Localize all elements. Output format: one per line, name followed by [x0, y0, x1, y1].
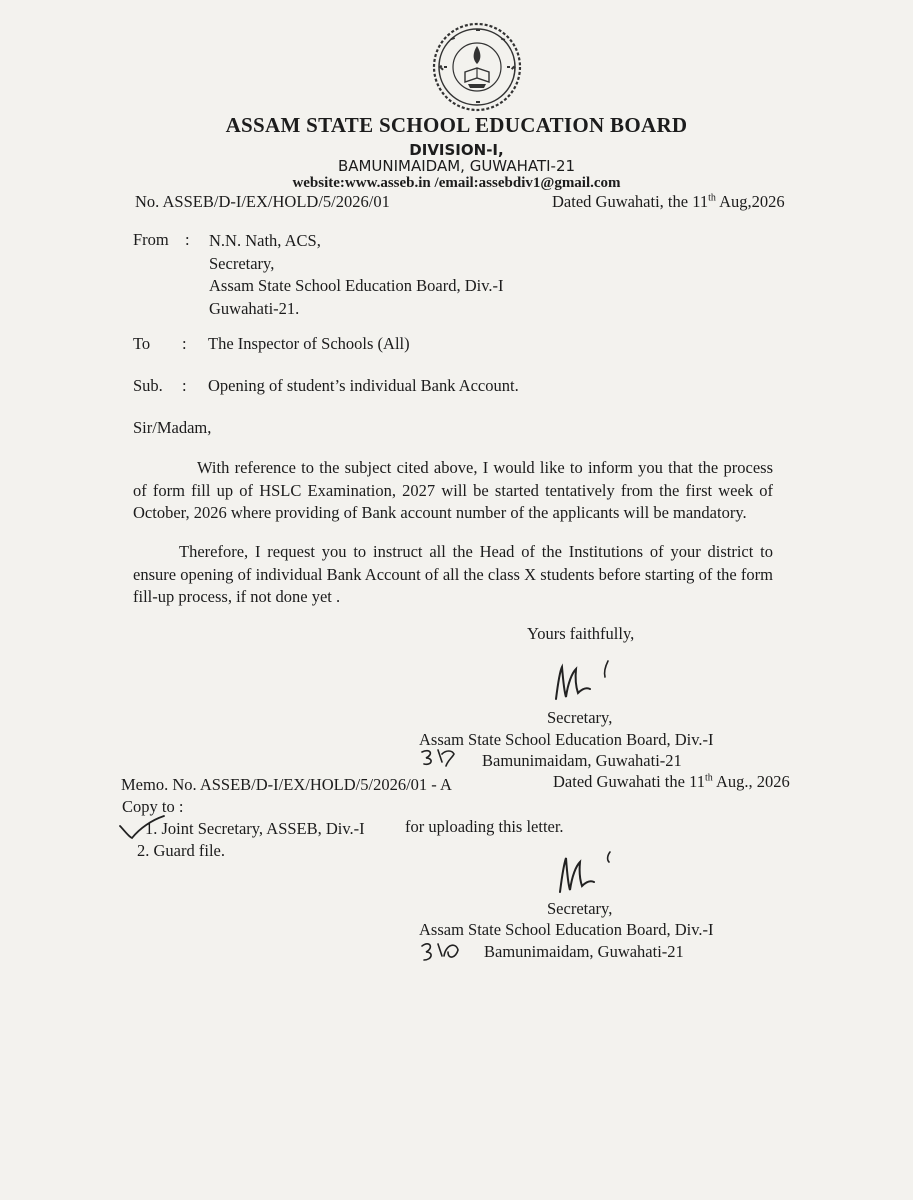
reference-number: No. ASSEB/D-I/EX/HOLD/5/2026/01	[135, 192, 390, 211]
closing: Yours faithfully,	[527, 624, 635, 643]
initials-1-image	[418, 746, 460, 770]
signature-2-title: Secretary,	[547, 899, 613, 918]
copy-to-item-1: 1. Joint Secretary, ASSEB, Div.-I	[145, 819, 365, 838]
copy-to-item-2: 2. Guard file.	[137, 841, 225, 860]
subject-colon: :	[182, 376, 187, 395]
letter-date: Dated Guwahati, the 11th Aug,2026	[552, 192, 785, 211]
from-name: N.N. Nath, ACS,	[209, 231, 321, 250]
from-city: Guwahati-21.	[209, 298, 300, 318]
signature-2-address: Bamunimaidam, Guwahati-21	[484, 942, 684, 961]
to-value: The Inspector of Schools (All)	[208, 334, 410, 353]
signature-2-image	[552, 846, 642, 902]
to-label: To	[133, 334, 151, 353]
body-paragraph-1: With reference to the subject cited above, I would like to inform you that the process of form fill up of HSLC Examination, 2027 will be started tentatively from the first week of October, 2026 where providing of Bank account number of the applicants will be mandatory.	[133, 458, 773, 522]
copy-to-item-1-note: for uploading this letter.	[405, 817, 564, 836]
salutation: Sir/Madam,	[133, 418, 212, 437]
signature-1-address: Bamunimaidam, Guwahati-21	[482, 751, 682, 770]
from-block	[209, 230, 504, 320]
signature-2-board: Assam State School Education Board, Div.-I	[419, 920, 714, 939]
copy-to-label: Copy to :	[122, 797, 184, 816]
subject-label: Sub.	[133, 376, 163, 395]
board-seal-logo	[432, 22, 522, 112]
signature-1-title: Secretary,	[547, 708, 613, 727]
body-paragraph-2: Therefore, I request you to instruct all the Head of the Institutions of your district to ensure opening of individual Bank Account of all the class X students before starting of the form fill-up process, if not done yet .	[133, 542, 773, 606]
division: DIVISION-I,	[409, 141, 504, 159]
memo-number: Memo. No. ASSEB/D-I/EX/HOLD/5/2026/01 - A	[121, 775, 452, 794]
from-label: From	[133, 230, 169, 249]
memo-date: Dated Guwahati the 11th Aug., 2026	[553, 772, 790, 791]
board-address: BAMUNIMAIDAM, GUWAHATI-21	[337, 157, 576, 175]
board-contact: website:www.asseb.in /email:assebdiv1@gmail.com	[292, 175, 621, 191]
from-colon: :	[185, 230, 190, 249]
signature-1-board: Assam State School Education Board, Div.-I	[419, 730, 714, 749]
initials-2-image	[418, 938, 462, 966]
to-colon: :	[182, 334, 187, 353]
board-name: ASSAM STATE SCHOOL EDUCATION BOARD	[225, 113, 688, 137]
from-board: Assam State School Education Board, Div.-I	[209, 276, 504, 295]
subject-value: Opening of student’s individual Bank Account.	[208, 376, 519, 395]
signature-1-image	[548, 653, 638, 711]
from-designation: Secretary,	[209, 253, 275, 273]
